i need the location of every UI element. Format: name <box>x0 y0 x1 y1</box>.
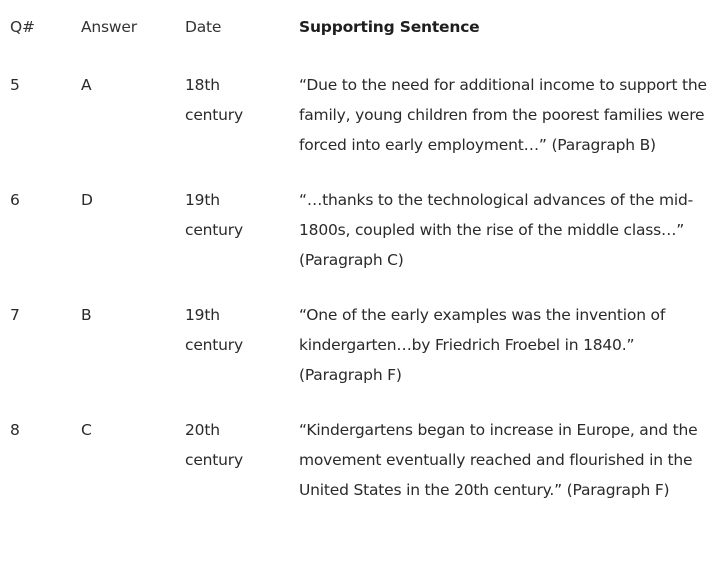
header-question-number: Q# <box>10 18 35 36</box>
date-unit: century <box>185 451 243 469</box>
question-number: 6 <box>10 191 20 209</box>
date-value: 19th <box>185 191 220 209</box>
answer-cell: A <box>81 76 92 94</box>
date-cell <box>185 415 285 475</box>
date-cell <box>185 70 285 130</box>
question-number: 8 <box>10 421 20 439</box>
question-number: 7 <box>10 306 20 324</box>
header-date: Date <box>185 18 222 36</box>
table-row <box>10 415 716 530</box>
table-row <box>10 70 716 185</box>
answer-table <box>10 12 716 530</box>
date-value: 19th <box>185 306 220 324</box>
answer-cell: B <box>81 306 92 324</box>
supporting-sentence: “Kindergartens began to increase in Europe, and the movement eventually reached and flourished in the United States in the 20th century.” (Paragraph F) <box>299 421 698 499</box>
date-unit: century <box>185 106 243 124</box>
question-number: 5 <box>10 76 20 94</box>
date-cell <box>185 300 285 360</box>
date-unit: century <box>185 336 243 354</box>
date-value: 18th <box>185 76 220 94</box>
answer-cell: D <box>81 191 93 209</box>
table-header-row <box>10 12 716 70</box>
header-supporting-sentence: Supporting Sentence <box>299 18 480 36</box>
header-answer: Answer <box>81 18 137 36</box>
date-value: 20th <box>185 421 220 439</box>
table-row <box>10 185 716 300</box>
date-cell <box>185 185 285 245</box>
table-row <box>10 300 716 415</box>
supporting-sentence: “…thanks to the technological advances of the mid-1800s, coupled with the rise of the middle class…” (Paragraph C) <box>299 191 693 269</box>
supporting-sentence: “One of the early examples was the invention of kindergarten…by Friedrich Froebel in 1840.” (Paragraph F) <box>299 306 666 384</box>
date-unit: century <box>185 221 243 239</box>
supporting-sentence: “Due to the need for additional income to support the family, young children from the poorest families were forced into early employment…” (Paragraph B) <box>299 76 707 154</box>
answer-cell: C <box>81 421 92 439</box>
